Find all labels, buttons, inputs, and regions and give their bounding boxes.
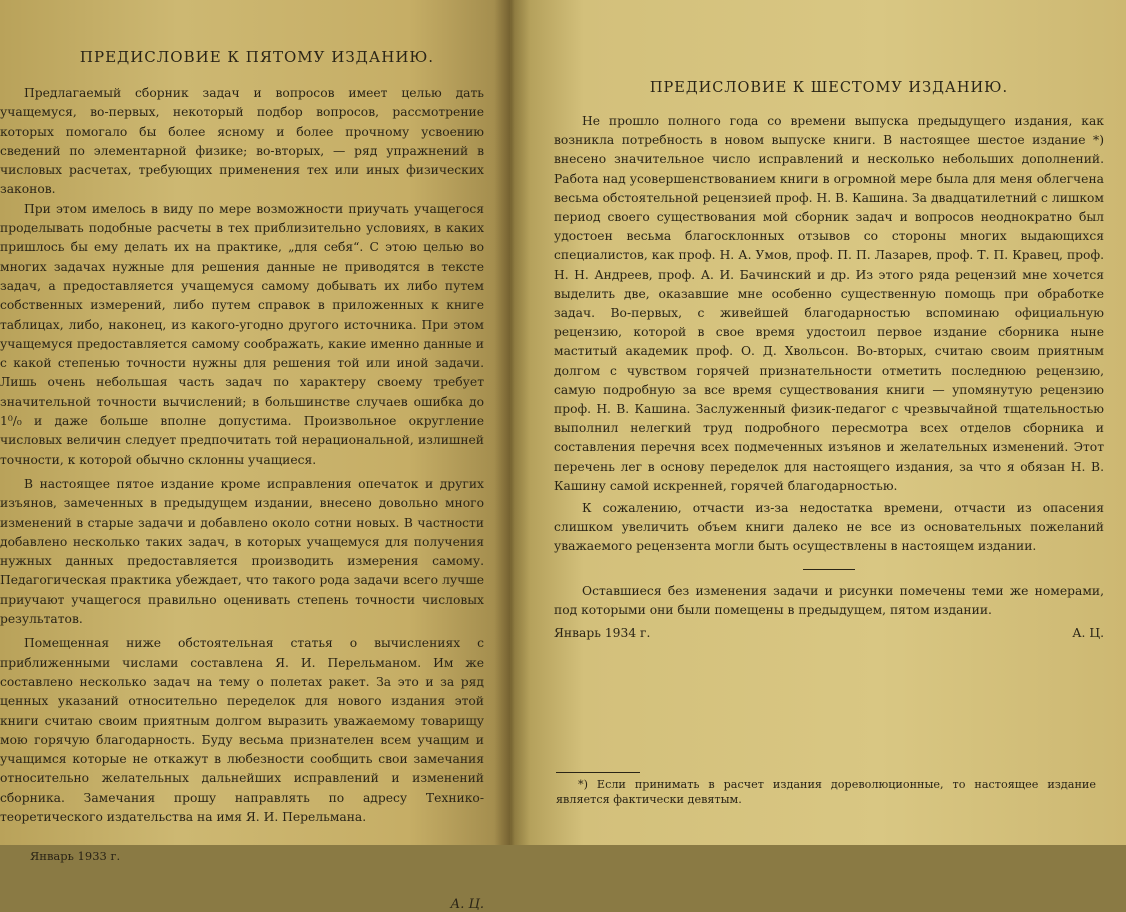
right-paragraph-2: К сожалению, отчасти из-за недостатка времени, отчасти из опасения слишком увеличить объем книги далеко не все из основательных пожеланий уважаемого рецензента могли быть осуществлены в настоящем издании. bbox=[554, 501, 1104, 554]
footnote-rule bbox=[556, 772, 640, 773]
left-page-body bbox=[0, 84, 484, 827]
footnote-text: *) Если принимать в расчет издания дореволюционные, то настоящее издание является фактически девятым. bbox=[556, 778, 1096, 806]
left-page-heading: ПРЕДИСЛОВИЕ К ПЯТОМУ ИЗДАНИЮ. bbox=[79, 48, 435, 66]
left-paragraph-1: Предлагаемый сборник задач и вопросов имеет целью дать учащемуся, во-первых, некоторый подбор вопросов, рассмотрение которых помогало бы более ясному и более прочному усвоению сведений по элементарной физике; во-вторых, — ряд упражнений в числовых расчетах, требующих применения тех или иных физических законов. bbox=[0, 86, 484, 197]
left-page-signature: А. Ц. bbox=[450, 897, 484, 912]
right-page-signature: А. Ц. bbox=[1072, 626, 1104, 641]
right-page bbox=[510, 0, 1126, 845]
footnote-block bbox=[556, 772, 1096, 807]
left-paragraph-4: Помещенная ниже обстоятельная статья о вычислениях с приближенными числами составлена Я. И. Перельманом. Им же составлено несколько задач на тему о полетах ракет. За это и за ряд ценных указаний относительно переделок для нового издания этой книги считаю своим приятным долгом выразить уважаемому товарищу мою горячую благодарность. Буду весьма признателен всем учащим и учащимся которые не откажут в любезности сообщить свои замечания относительно желательных дальнейших исправлений и изменений сборника. Замечания прошу направлять по адресу Технико-теоретического издательства на имя Я. И. Перельмана. bbox=[0, 636, 484, 824]
left-page-date: Январь 1933 г. bbox=[30, 849, 121, 864]
right-page-date: Январь 1934 г. bbox=[554, 626, 651, 641]
right-page-heading: ПРЕДИСЛОВИЕ К ШЕСТОМУ ИЗДАНИЮ. bbox=[649, 80, 1009, 96]
left-page bbox=[0, 0, 510, 912]
left-paragraph-3: В настоящее пятое издание кроме исправления опечаток и других изъянов, замеченных в предыдущем издании, внесено довольно много изменений в старые задачи и добавлено около сотни новых. В частности добавлено несколько таких задач, в которых учащемуся для получения нужных данных предоставляется производить измерения самому. Педагогическая практика убеждает, что такого рода задачи всего лучше приучают учащегося правильно оценивать степень точности числовых результатов. bbox=[0, 476, 484, 627]
right-page-sign-row bbox=[554, 626, 1104, 640]
right-page-body bbox=[554, 112, 1104, 557]
section-divider bbox=[803, 569, 855, 570]
right-page-note: Оставшиеся без изменения задачи и рисунки помечены теми же номерами, под которыми они были помещены в предыдущем, пятом издании. bbox=[554, 583, 1104, 617]
right-paragraph-1: Не прошло полного года со времени выпуска предыдущего издания, как возникла потребность в новом выпуске книги. В настоящее шестое издание *) внесено значительное число исправлений и несколько небольших дополнений. Работа над усовершенствованием книги в огромной мере была для меня облегчена весьма обстоятельной рецензией проф. Н. В. Кашина. За двадцатилетний с лишком период своего существования мой сборник задач и вопросов неоднократно был удостоен весьма благосклонных отзывов со стороны многих выдающихся специалистов, как проф. Н. А. Умов, проф. П. П. Лазарев, проф. Т. П. Кравец, проф. Н. Н. Андреев, проф. А. И. Бачинский и др. Из этого ряда рецензий мне хочется выделить две, оказавшие мне особенно существенную помощь при обработке задач. Во-первых, с живейшей благодарностью вспоминаю официальную рецензию, которой в свое время удостоил первое издание сборника ныне маститый академик проф. О. Д. Хвольсон. Во-вторых, считаю своим приятным долгом с чувством горячей признательности отметить последнюю рецензию, самую подробную за все время существования книги — упомянутую рецензию проф. Н. В. Кашина. Заслуженный физик-педагог с чрезвычайной тщательностью выполнил нелегкий труд подробного пересмотра всех отделов сборника и составления перечня всех подмеченных изъянов и желательных изменений. Этот перечень лег в основу переделок для настоящего издания, за что я обязан Н. В. Кашину самой искренней, горячей благодарностью. bbox=[554, 114, 1104, 493]
right-page-note-block bbox=[554, 582, 1104, 620]
left-paragraph-2: При этом имелось в виду по мере возможности приучать учащегося проделывать подобные расчеты в тех приблизительно условиях, в каких пришлось бы ему делать их на практике, „для себя“. С этою целью во многих задачах нужные для решения данные не приводятся в тексте задач, а предоставляется учащемуся самому добывать их либо путем собственных измерений, либо путем справок в приложенных к книге таблицах, либо, наконец, из какого-угодно другого источника. При этом учащемуся предоставляется самому соображать, какие именно данные и с какой степенью точности нужны для решения той или иной задачи. Лишь очень небольшая часть задач по характеру своему требует значительной точности вычислений; в большинстве случаев ошибка до 1⁰/₀ и даже больше вполне допустима. Произвольное округление числовых величин следует предпочитать той нерациональной, излишней точности, к которой обычно склонны учащиеся. bbox=[0, 201, 484, 467]
left-page-date-row bbox=[0, 849, 484, 863]
